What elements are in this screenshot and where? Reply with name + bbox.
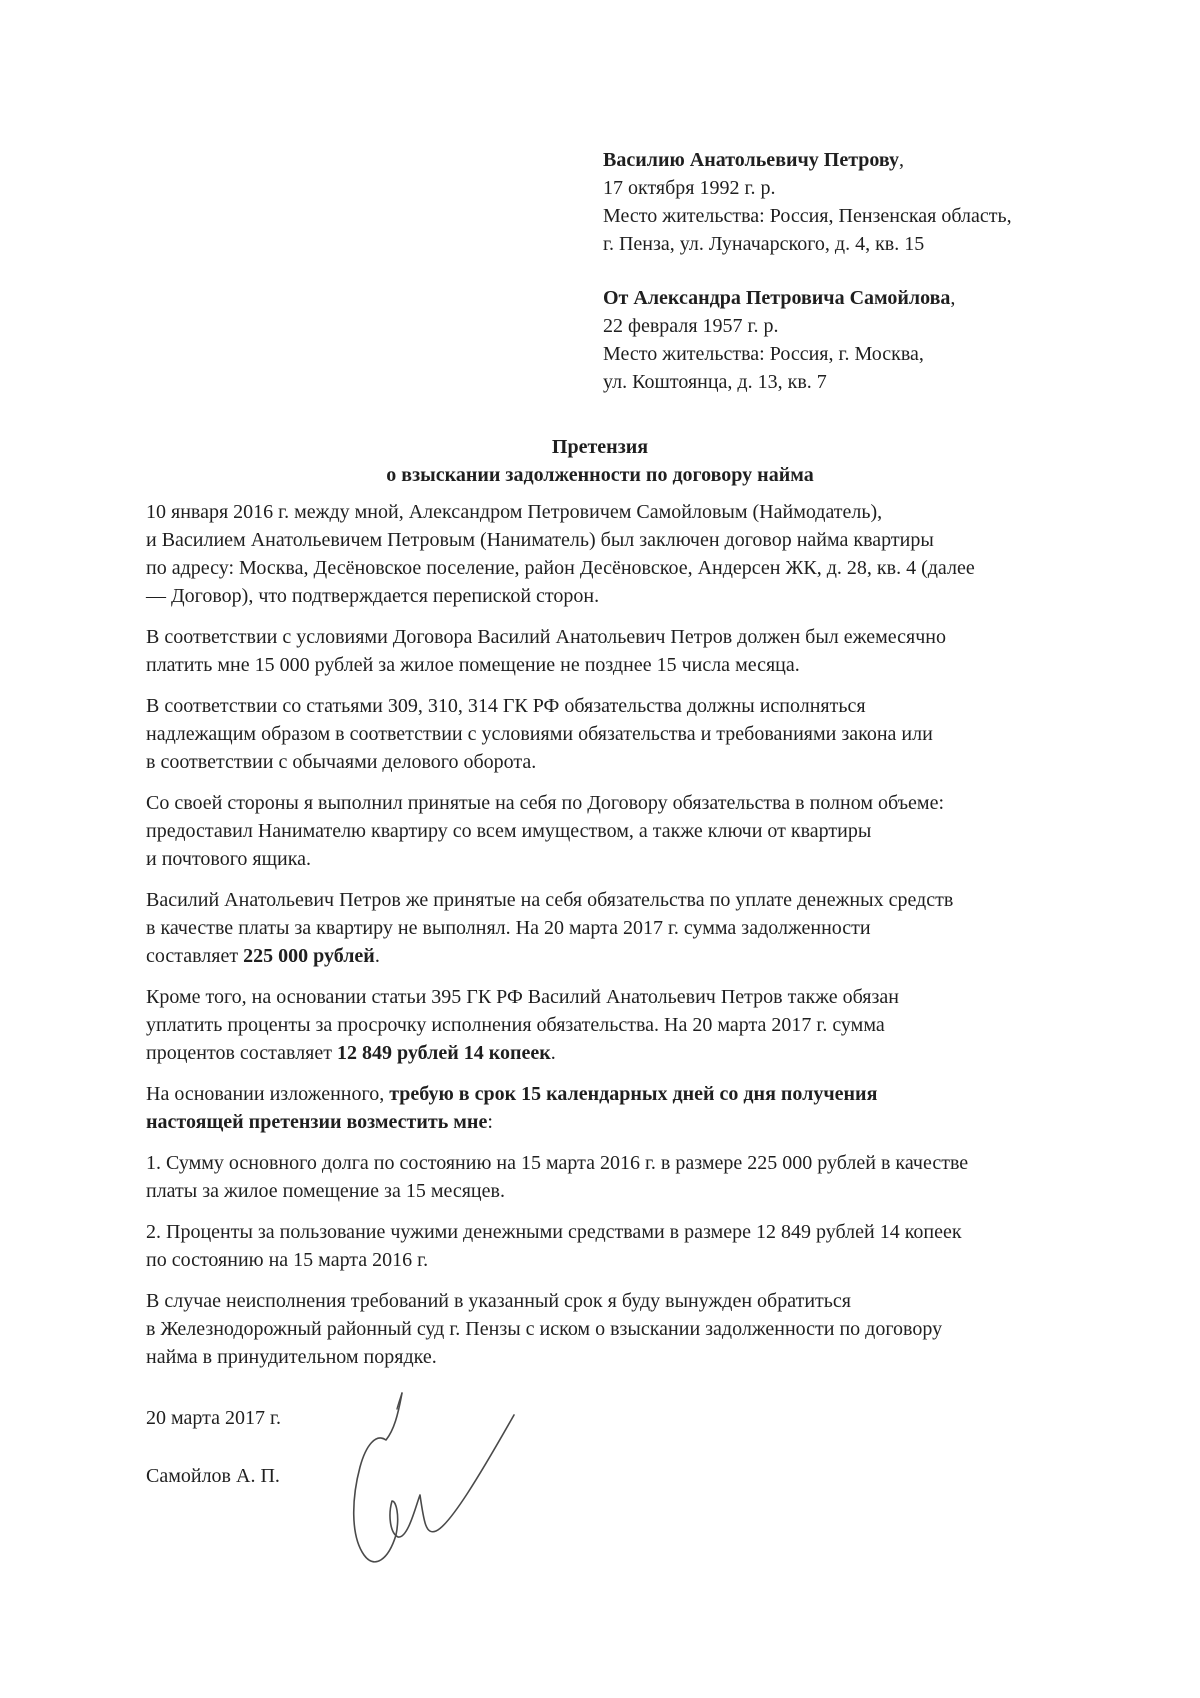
paragraph-line: Кроме того, на основании статьи 395 ГК РФ Василий Анатольевич Петров также обязан bbox=[146, 986, 899, 1008]
interest-amount: 12 849 рублей 14 копеек bbox=[337, 1042, 551, 1064]
paragraph-line: и почтового ящика. bbox=[146, 848, 312, 870]
title-line1: Претензия bbox=[551, 436, 649, 458]
paragraph-line: платы за жилое помещение за 15 месяцев. bbox=[146, 1180, 505, 1202]
paragraph-line: В соответствии с условиями Договора Василий Анатольевич Петров должен был ежемесячно bbox=[146, 626, 946, 648]
paragraph-interest bbox=[146, 983, 1066, 1067]
paragraph-line: по адресу: Москва, Десёновское поселение, район Десёновское, Андерсен ЖК, д. 28, кв. 4 (далее bbox=[146, 557, 975, 579]
footer-signer: Самойлов А. П. bbox=[146, 1465, 280, 1487]
signature-stroke bbox=[354, 1393, 514, 1562]
handwritten-signature bbox=[340, 1385, 530, 1585]
recipient-name-line bbox=[603, 146, 1163, 174]
paragraph-line: 10 января 2016 г. между мной, Александром Петровичем Самойловым (Наймодатель), bbox=[146, 501, 883, 523]
recipient-name: Василию Анатольевичу Петрову bbox=[603, 149, 900, 171]
sender-name-line bbox=[603, 284, 1163, 312]
paragraph-line: и Василием Анатольевичем Петровым (Наниматель) был заключен договор найма квартиры bbox=[146, 529, 934, 551]
title-line2: о взыскании задолженности по договору найма bbox=[386, 464, 814, 486]
paragraph-line bbox=[146, 1080, 1066, 1108]
demand-bold-line1: требую в срок 15 календарных дней со дня получения bbox=[389, 1083, 878, 1105]
paragraph-payment-terms bbox=[146, 623, 1066, 679]
document-title bbox=[0, 433, 1200, 489]
paragraph-item-1 bbox=[146, 1149, 1066, 1205]
sender-address-line1: Место жительства: Россия, г. Москва, bbox=[603, 343, 924, 365]
recipient-address-line1: Место жительства: Россия, Пензенская область, bbox=[603, 205, 1012, 227]
paragraph-line: платить мне 15 000 рублей за жилое помещение не позднее 15 числа месяца. bbox=[146, 654, 800, 676]
demand-prefix: На основании изложенного, bbox=[146, 1083, 390, 1105]
paragraph-line: надлежащим образом в соответствии с условиями обязательства и требованиями закона или bbox=[146, 723, 933, 745]
paragraph-debt bbox=[146, 886, 1066, 970]
sender-name: От Александра Петровича Самойлова bbox=[603, 287, 951, 309]
paragraph-line: 2. Проценты за пользование чужими денежными средствами в размере 12 849 рублей 14 копеек bbox=[146, 1221, 962, 1243]
paragraph-line: по состоянию на 15 марта 2016 г. bbox=[146, 1249, 429, 1271]
recipient-name-suffix: , bbox=[899, 149, 905, 171]
interest-suffix: . bbox=[550, 1042, 556, 1064]
paragraph-line: уплатить проценты за просрочку исполнения обязательства. На 20 марта 2017 г. сумма bbox=[146, 1014, 885, 1036]
demand-suffix: : bbox=[487, 1111, 493, 1133]
paragraph-item-2 bbox=[146, 1218, 1066, 1274]
paragraph-fulfillment bbox=[146, 789, 1066, 873]
sender-block bbox=[603, 284, 1163, 396]
paragraph-line: Со своей стороны я выполнил принятые на себя по Договору обязательства в полном объеме: bbox=[146, 792, 944, 814]
recipient-birth: 17 октября 1992 г. р. bbox=[603, 177, 776, 199]
paragraph-line bbox=[146, 1039, 1066, 1067]
paragraph-contract bbox=[146, 498, 1066, 610]
paragraph-line: — Договор), что подтверждается перепиской сторон. bbox=[146, 585, 600, 607]
debt-prefix: составляет bbox=[146, 945, 244, 967]
debt-amount: 225 000 рублей bbox=[243, 945, 375, 967]
debt-suffix: . bbox=[374, 945, 380, 967]
sender-birth: 22 февраля 1957 г. р. bbox=[603, 315, 779, 337]
paragraph-court bbox=[146, 1287, 1066, 1371]
paragraph-line: предоставил Нанимателю квартиру со всем имуществом, а также ключи от квартиры bbox=[146, 820, 872, 842]
letter-body bbox=[146, 498, 1066, 1384]
recipient-block bbox=[603, 146, 1163, 258]
paragraph-line: В соответствии со статьями 309, 310, 314 ГК РФ обязательства должны исполняться bbox=[146, 695, 866, 717]
paragraph-line: в соответствии с обычаями делового оборота. bbox=[146, 751, 537, 773]
paragraph-line: в Железнодорожный районный суд г. Пензы с иском о взыскании задолженности по договору bbox=[146, 1318, 943, 1340]
paragraph-demand bbox=[146, 1080, 1066, 1136]
interest-prefix: процентов составляет bbox=[146, 1042, 337, 1064]
footer-date: 20 марта 2017 г. bbox=[146, 1407, 281, 1429]
sender-name-suffix: , bbox=[950, 287, 956, 309]
paragraph-line: 1. Сумму основного долга по состоянию на 15 марта 2016 г. в размере 225 000 рублей в качестве bbox=[146, 1152, 969, 1174]
paragraph-line: найма в принудительном порядке. bbox=[146, 1346, 437, 1368]
demand-bold-line2: настоящей претензии возместить мне bbox=[146, 1111, 488, 1133]
paragraph-line: В случае неисполнения требований в указанный срок я буду вынужден обратиться bbox=[146, 1290, 851, 1312]
recipient-address-line2: г. Пенза, ул. Луначарского, д. 4, кв. 15 bbox=[603, 233, 925, 255]
paragraph-line bbox=[146, 1108, 1066, 1136]
paragraph-line: в качестве платы за квартиру не выполнял. На 20 марта 2017 г. сумма задолженности bbox=[146, 917, 871, 939]
paragraph-law bbox=[146, 692, 1066, 776]
sender-address-line2: ул. Коштоянца, д. 13, кв. 7 bbox=[603, 371, 827, 393]
paragraph-line bbox=[146, 942, 1066, 970]
paragraph-line: Василий Анатольевич Петров же принятые на себя обязательства по уплате денежных средств bbox=[146, 889, 954, 911]
